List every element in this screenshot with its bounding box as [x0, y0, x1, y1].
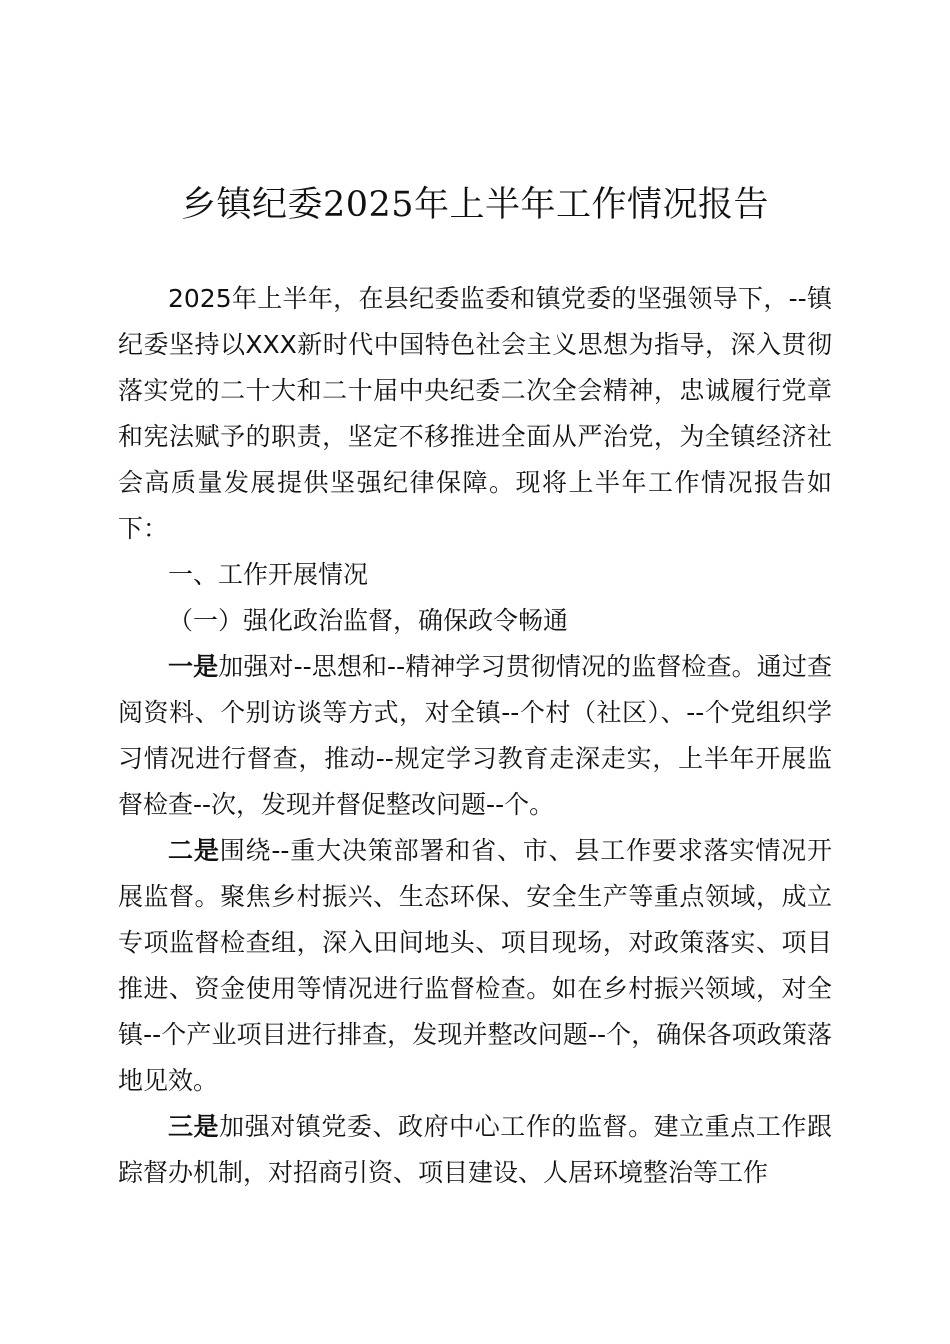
document-body	[118, 276, 832, 1196]
point-lead-2: 二是	[168, 836, 220, 865]
point-paragraph-1	[118, 644, 832, 828]
point-text-3: 加强对镇党委、政府中心工作的监督。建立重点工作跟踪督办机制，对招商引资、项目建设、人居环境整治等工作	[118, 1112, 832, 1187]
subsection-heading: （一）强化政治监督，确保政令畅通	[168, 606, 569, 635]
document-title: 乡镇纪委2025年上半年工作情况报告	[180, 185, 770, 225]
point-lead-3: 三是	[168, 1112, 220, 1141]
section-heading: 一、工作开展情况	[168, 560, 369, 589]
point-paragraph-3	[118, 1104, 832, 1196]
point-paragraph-2	[118, 828, 832, 1104]
point-text-2: 围绕--重大决策部署和省、市、县工作要求落实情况开展监督。聚焦乡村振兴、生态环保、安全生产等重点领域，成立专项监督检查组，深入田间地头、项目现场，对政策落实、项目推进、资金使用等情况进行监督检查。如在乡村振兴领域，对全镇--个产业项目进行排查，发现并整改问题--个，确保各项政策落地见效。	[118, 836, 832, 1095]
point-text-1: 加强对--思想和--精神学习贯彻情况的监督检查。通过查阅资料、个别访谈等方式，对全镇--个村（社区）、--个党组织学习情况进行督查，推动--规定学习教育走深走实，上半年开展监督检查--次，发现并督促整改问题--个。	[118, 652, 832, 819]
intro-paragraph: 2025年上半年，在县纪委监委和镇党委的坚强领导下，--镇纪委坚持以XXX新时代中国特色社会主义思想为指导，深入贯彻落实党的二十大和二十届中央纪委二次全会精神，忠诚履行党章和宪法赋予的职责，坚定不移推进全面从严治党，为全镇经济社会高质量发展提供坚强纪律保障。现将上半年工作情况报告如下：	[118, 284, 832, 543]
point-lead-1: 一是	[168, 652, 219, 681]
